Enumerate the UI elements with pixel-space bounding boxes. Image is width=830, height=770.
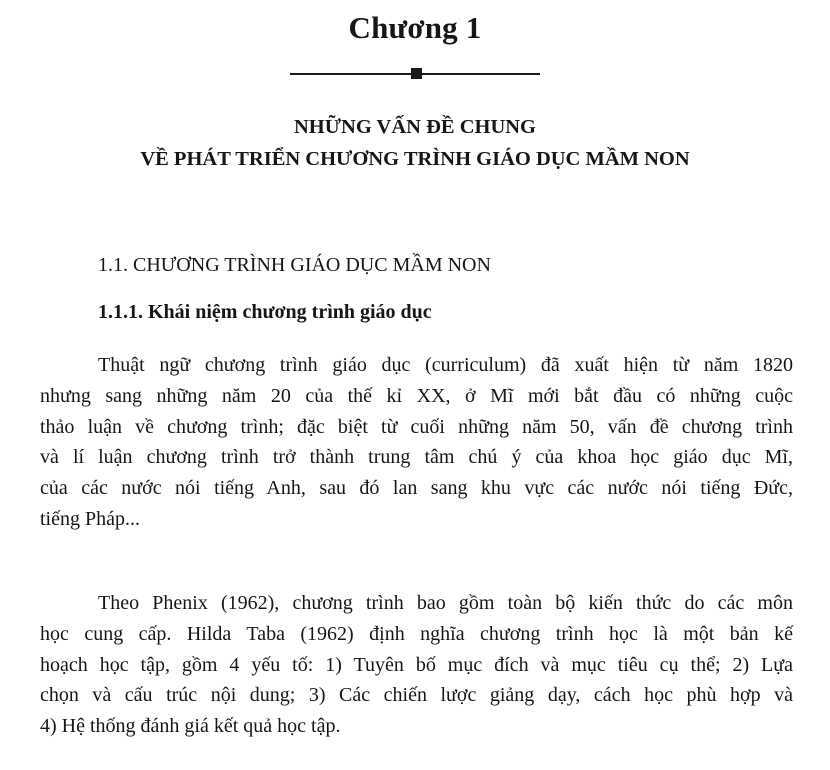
subsection-heading: 1.1.1. Khái niệm chương trình giáo dục (98, 301, 432, 323)
section-heading: 1.1. CHƯƠNG TRÌNH GIÁO DỤC MẦM NON (98, 254, 491, 276)
paragraph-line: Theo Phenix (1962), chương trình bao gồm toàn bộ kiến thức do các môn (98, 592, 793, 614)
paragraph-line: 4) Hệ thống đánh giá kết quả học tập. (40, 715, 341, 738)
paragraph-line: và lí luận chương trình trở thành trung tâm chú ý của khoa học giáo dục Mĩ, (40, 446, 793, 469)
paragraph-line: của các nước nói tiếng Anh, sau đó lan sang khu vực các nước nói tiếng Đức, (40, 477, 793, 500)
paragraph-2 (40, 588, 793, 742)
paragraph-line: hoạch học tập, gồm 4 yếu tố: 1) Tuyên bố mục đích và mục tiêu cụ thể; 2) Lựa (40, 653, 793, 676)
paragraph-line: chọn và cấu trúc nội dung; 3) Các chiến lược giảng dạy, cách học phù hợp và (40, 684, 793, 707)
ornament-square-icon (411, 68, 422, 79)
paragraph-line: tiếng Pháp... (40, 507, 140, 530)
chapter-ornament-divider (290, 66, 540, 82)
paragraph-line: nhưng sang những năm 20 của thế kỉ XX, ở Mĩ mới bắt đầu có những cuộc (40, 384, 793, 407)
paragraph-line: thảo luận về chương trình; đặc biệt từ cuối những năm 50, vấn đề chương trình (40, 415, 793, 438)
part-title (0, 111, 830, 175)
paragraph-1 (40, 350, 793, 535)
part-title-line-2: VỀ PHÁT TRIỂN CHƯƠNG TRÌNH GIÁO DỤC MẦM NON (140, 148, 690, 170)
chapter-title: Chương 1 (348, 10, 482, 45)
paragraph-line: Thuật ngữ chương trình giáo dục (curriculum) đã xuất hiện từ năm 1820 (98, 354, 793, 376)
part-title-line-1: NHỮNG VẤN ĐỀ CHUNG (293, 116, 537, 138)
paragraph-line: học cung cấp. Hilda Taba (1962) định nghĩa chương trình học là một bản kế (40, 622, 793, 645)
